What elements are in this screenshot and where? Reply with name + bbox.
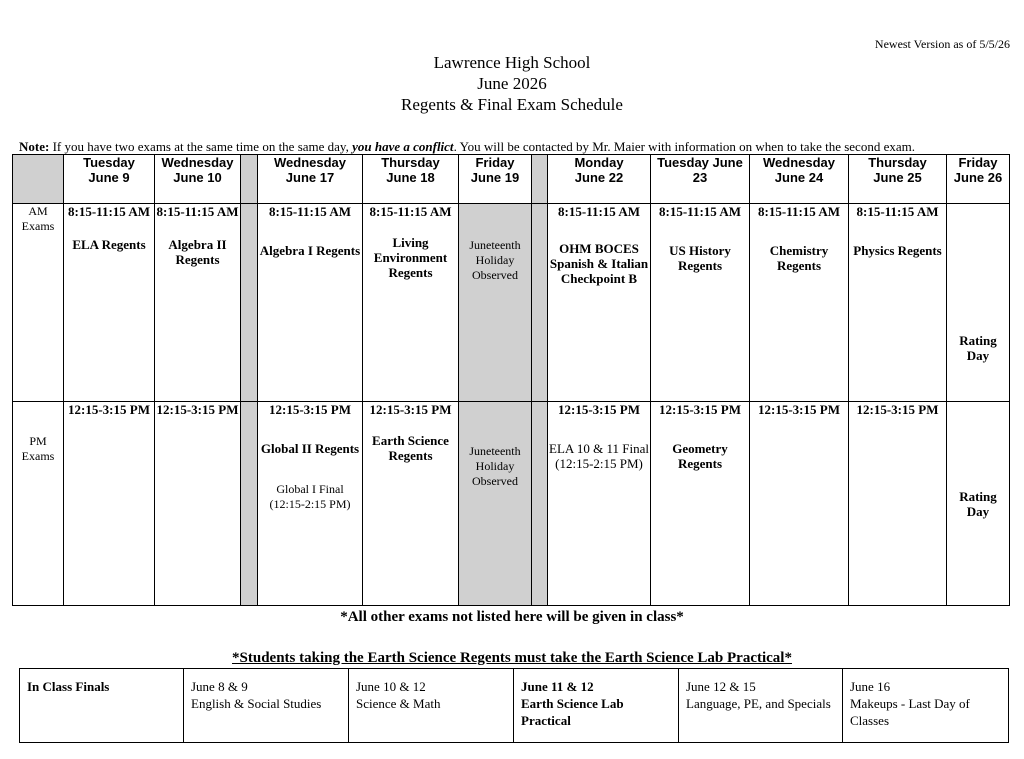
finals-item: June 12 & 15 Language, PE, and Specials <box>679 669 843 743</box>
note-label: Note: <box>19 139 50 154</box>
note-emphasis: you have a conflict <box>352 139 454 154</box>
day-header: Friday June 26 <box>947 155 1010 204</box>
finals-item: June 10 & 12 Science & Math <box>349 669 514 743</box>
spacer-column <box>532 402 548 606</box>
spacer-column <box>241 204 258 402</box>
finals-item: June 11 & 12 Earth Science Lab Practical <box>514 669 679 743</box>
conflict-note <box>19 139 1009 155</box>
schedule-subtitle: Regents & Final Exam Schedule <box>401 95 623 114</box>
spacer-column <box>241 402 258 606</box>
spacer-column <box>241 155 258 204</box>
holiday-cell: Juneteenth Holiday Observed <box>459 204 532 402</box>
holiday-cell: Juneteenth Holiday Observed <box>459 402 532 606</box>
am-row <box>13 204 1010 402</box>
exam-cell: 8:15-11:15 AM US History Regents <box>651 204 750 402</box>
exam-cell: 8:15-11:15 AM Algebra II Regents <box>155 204 241 402</box>
pm-row-label: PM Exams <box>13 402 64 606</box>
in-class-finals-table <box>19 668 1009 743</box>
exam-cell: 12:15-3:15 PM ELA 10 & 11 Final (12:15-2:15 PM) <box>548 402 651 606</box>
finals-item: June 16 Makeups - Last Day of Classes <box>843 669 1009 743</box>
rating-day-cell: Rating Day <box>947 402 1010 606</box>
all-other-exams-note: *All other exams not listed here will be given in class* <box>340 609 684 625</box>
exam-cell: 12:15-3:15 PM Global II Regents Global I Final (12:15-2:15 PM) <box>258 402 363 606</box>
exam-cell: 8:15-11:15 AM Living Environment Regents <box>363 204 459 402</box>
pm-row <box>13 402 1010 606</box>
day-header: Thursday June 25 <box>849 155 947 204</box>
day-header: Monday June 22 <box>548 155 651 204</box>
day-header: Tuesday June 9 <box>64 155 155 204</box>
exam-cell: 12:15-3:15 PM <box>155 402 241 606</box>
exam-cell: 12:15-3:15 PM Earth Science Regents <box>363 402 459 606</box>
finals-item: June 8 & 9 English & Social Studies <box>184 669 349 743</box>
exam-cell: 8:15-11:15 AM Chemistry Regents <box>750 204 849 402</box>
note-text-before: If you have two exams at the same time on the same day, <box>49 139 353 154</box>
exam-cell: 8:15-11:15 AM ELA Regents <box>64 204 155 402</box>
finals-row <box>20 669 1009 743</box>
am-row-label: AM Exams <box>13 204 64 402</box>
exam-cell: 12:15-3:15 PM <box>849 402 947 606</box>
header-row <box>13 155 1010 204</box>
exam-cell: 12:15-3:15 PM Geometry Regents <box>651 402 750 606</box>
exam-cell: 8:15-11:15 AM OHM BOCES Spanish & Italian Checkpoint B <box>548 204 651 402</box>
exam-schedule-table <box>12 154 1010 606</box>
day-header: Tuesday June 23 <box>651 155 750 204</box>
day-header: Thursday June 18 <box>363 155 459 204</box>
page-title <box>0 52 1024 115</box>
school-name: Lawrence High School <box>433 53 591 72</box>
spacer-column <box>532 204 548 402</box>
day-header: Wednesday June 24 <box>750 155 849 204</box>
exam-cell: 8:15-11:15 AM Algebra I Regents <box>258 204 363 402</box>
month-label: June 2026 <box>477 74 547 93</box>
exam-cell: 8:15-11:15 AM Physics Regents <box>849 204 947 402</box>
earth-science-note: *Students taking the Earth Science Regents must take the Earth Science Lab Practical* <box>232 650 792 666</box>
spacer-column <box>532 155 548 204</box>
day-header: Wednesday June 10 <box>155 155 241 204</box>
note-text-after: . You will be contacted by Mr. Maier with information on when to take the second exam. <box>453 139 915 154</box>
day-header: Friday June 19 <box>459 155 532 204</box>
rating-day-cell: Rating Day <box>947 204 1010 402</box>
version-note: Newest Version as of 5/5/26 <box>874 37 1010 51</box>
corner-cell <box>13 155 64 204</box>
finals-label: In Class Finals <box>20 669 184 743</box>
exam-cell: 12:15-3:15 PM <box>750 402 849 606</box>
exam-cell: 12:15-3:15 PM <box>64 402 155 606</box>
day-header: Wednesday June 17 <box>258 155 363 204</box>
